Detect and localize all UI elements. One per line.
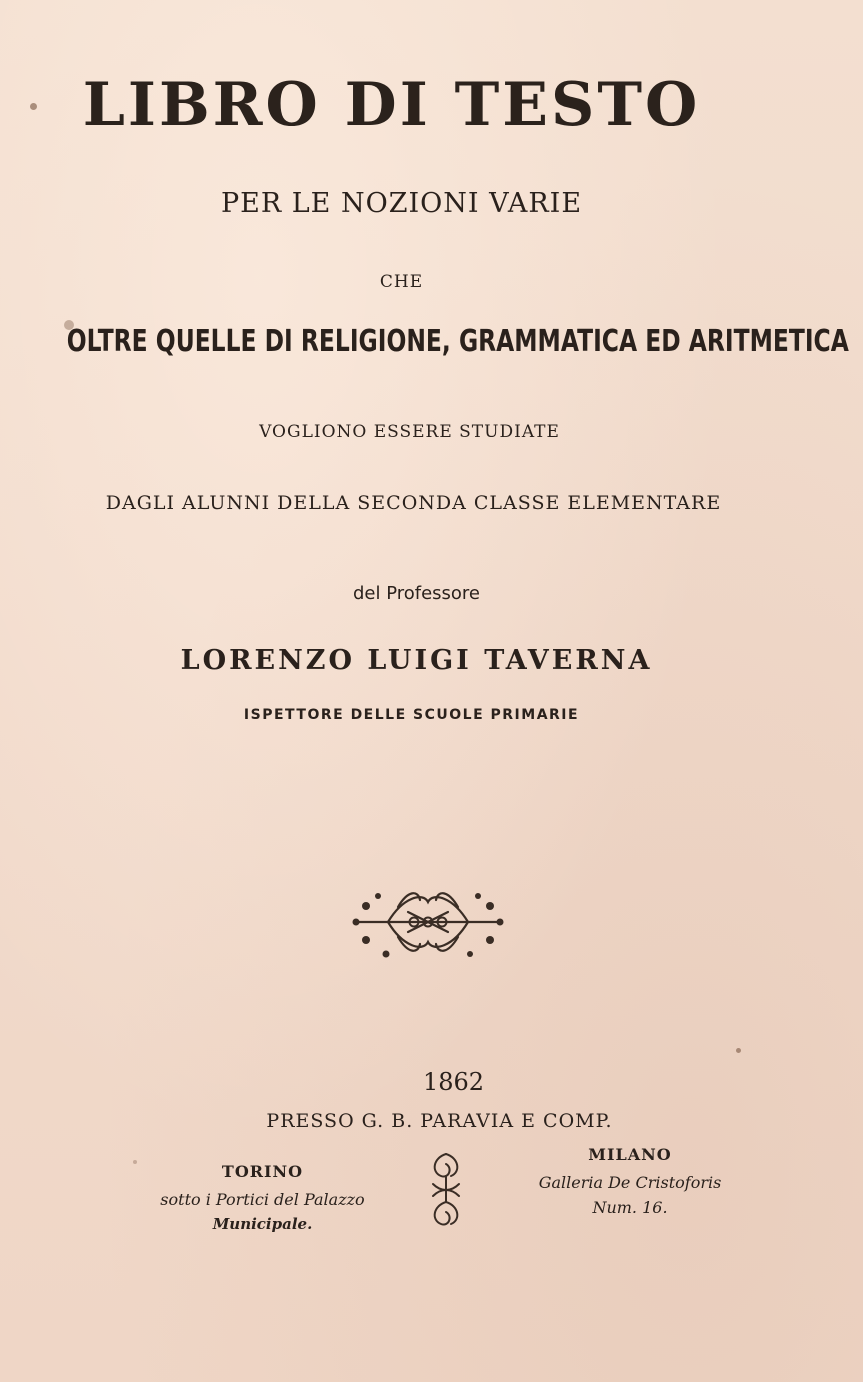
- purpose-line-2: DAGLI ALUNNI DELLA SECONDA CLASSE ELEMENTARE: [105, 492, 722, 514]
- book-title: LIBRO DI TESTO: [82, 70, 701, 140]
- printer-mark-icon: [425, 1150, 467, 1230]
- author-intro: del Professore: [352, 583, 481, 604]
- paper-stain: [133, 1160, 137, 1164]
- torino-address-line-2: Municipale.: [212, 1215, 313, 1233]
- torino-address-line-1: sotto i Portici del Palazzo: [160, 1190, 365, 1209]
- floral-ornament-icon: [348, 882, 508, 962]
- milano-city: MILANO: [588, 1145, 672, 1164]
- torino-city: TORINO: [221, 1162, 304, 1181]
- torino-address: [140, 1162, 385, 1237]
- book-subtitle: PER LE NOZIONI VARIE: [220, 188, 583, 219]
- author-name: LORENZO LUIGI TAVERNA: [180, 645, 653, 676]
- subjects-line: OLTRE QUELLE DI RELIGIONE, GRAMMATICA ED ARITMETICA: [66, 324, 849, 359]
- publication-year: 1862: [422, 1068, 485, 1096]
- paper-stain: [736, 1048, 741, 1053]
- publisher-line: PRESSO G. B. PARAVIA E COMP.: [266, 1110, 613, 1132]
- author-title: ISPETTORE DELLE SCUOLE PRIMARIE: [243, 707, 580, 723]
- milano-address: [515, 1145, 745, 1220]
- connector-text: CHE: [379, 272, 424, 292]
- milano-address-line-1: Galleria De Cristoforis: [538, 1173, 722, 1192]
- purpose-line-1: VOGLIONO ESSERE STUDIATE: [259, 422, 560, 442]
- milano-address-line-2: Num. 16.: [592, 1198, 668, 1217]
